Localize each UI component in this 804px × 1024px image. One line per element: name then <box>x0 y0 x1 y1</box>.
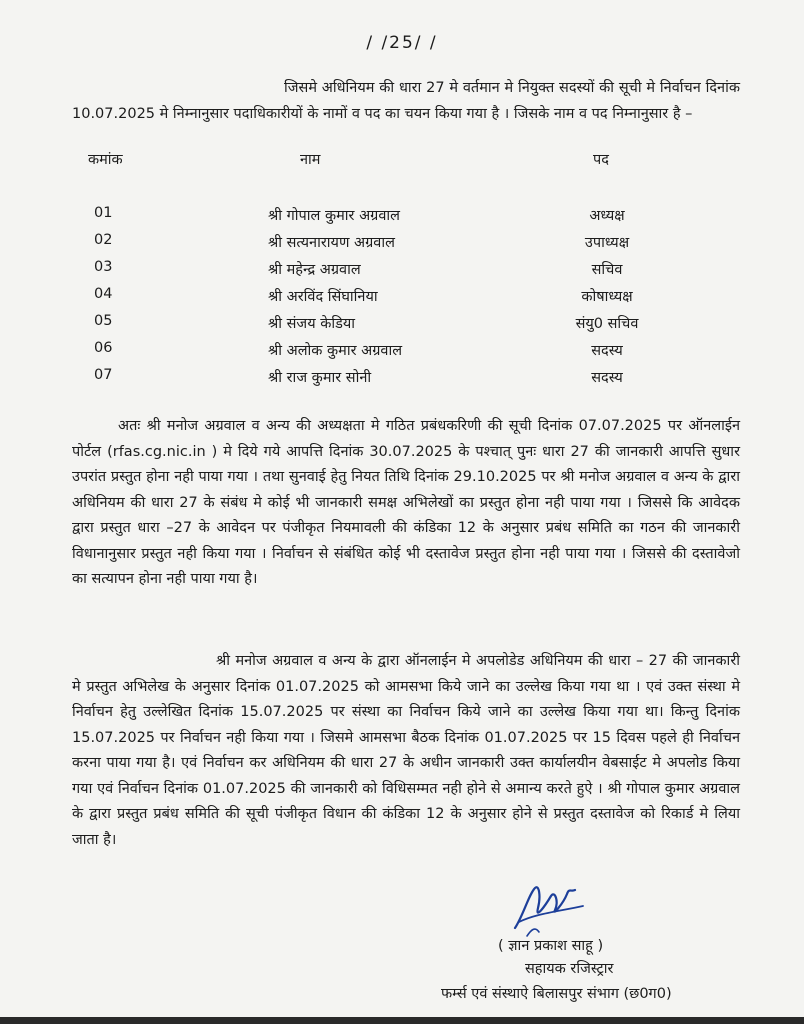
signatory-designation: सहायक रजिस्ट्रार <box>525 961 614 977</box>
row-number: 03 <box>94 259 113 275</box>
intro-paragraph: जिसमे अधिनियम की धारा 27 मे वर्तमान मे नियुक्त सदस्यों की सूची मे निर्वाचन दिनांक 10.07.2025 मे निम्नानुसार पदाधिकारीयों के नामों व पद का चयन किया गया है । जिसके नाम व पद निम्नानुसार है – <box>72 80 740 122</box>
body-paragraph-decision: श्री मनोज अग्रवाल व अन्य के द्वारा ऑनलाईन मे अपलोडेड अधिनियम की धारा – 27 की जानकारी मे प्रस्तुत अभिलेख के अनुसार दिनांक 01.07.2025 को आमसभा किये जाने का उल्लेख किया गया था । एवं उक्त संस्था मे निर्वाचन हेतु उल्लेखित दिनांक 15.07.2025 पर संस्था का निर्वाचन किये जाने का उल्लेख किया गया था। किन्तु दिनांक 15.07.2025 पर निर्वाचन नही किया गया । जिसमे आमसभा बैठक दिनांक 01.07.2025 पर 15 दिवस पहले ही निर्वाचन करना पाया गया है। एवं निर्वाचन कर अधिनियम की धारा 27 के अधीन जानकारी उक्त कार्यालयीन वेबसाईट मे अपलोड किया गया एवं निर्वाचन दिनांक 01.07.2025 की जानकारी को विधिसम्मत नही होने से अमान्य करते हुऐ । श्री गोपाल कुमार अग्रवाल के द्वारा प्रस्तुत प्रबंध समिति की सूची पंजीकृत विधान की कंडिका 12 के अनुसार होने से प्रस्तुत दस्तावेज को रिकार्ड मे लिया जाता है। <box>72 653 740 848</box>
row-name: श्री गोपाल कुमार अग्रवाल <box>268 208 400 224</box>
row-number: 02 <box>94 232 113 248</box>
body-paragraph-objection: अतः श्री मनोज अग्रवाल व अन्य की अध्यक्षता मे गठित प्रबंधकरिणी की सूची दिनांक 07.07.2025 पर ऑनलाईन पोर्टल (rfas.cg.nic.in ) मे दिये गये आपत्ति दिनांक 30.07.2025 के पश्चात् पुनः धारा 27 की जानकारी आपत्ति सुधार उपरांत प्रस्तुत होना नही पाया गया । तथा सुनवाई हेतु नियत तिथि दिनांक 29.10.2025 पर श्री मनोज अग्रवाल व अन्य के द्वारा अधिनियम की धारा 27 के संबंध मे कोई भी जानकारी समक्ष अभिलेखों का प्रस्तुत होना नही पाया गया । जिससे कि आवेदक द्वारा प्रस्तुत धारा –27 के आवेदन पर पंजीकृत नियमावली की कंडिका 12 के अनुसार प्रबंध समिति का गठन की जानकारी विधानानुसार प्रस्तुत नही किया गया । निर्वाचन से संबंधित कोई भी दस्तावेज प्रस्तुत होना नही पाया गया । जिससे की दस्तावेजो का सत्यापन होना नही पाया गया है। <box>72 418 740 587</box>
table-header-number: कमांक <box>88 152 123 168</box>
table-row <box>0 340 804 366</box>
table-header-post: पद <box>593 152 609 168</box>
row-name: श्री सत्यनारायण अग्रवाल <box>268 235 395 251</box>
row-name: श्री अरविंद सिंघानिया <box>268 289 378 305</box>
row-post: अध्यक्ष <box>589 208 625 224</box>
scan-bottom-edge <box>0 1017 804 1024</box>
table-row <box>0 259 804 285</box>
row-number: 05 <box>94 313 113 329</box>
row-post: सदस्य <box>591 370 623 386</box>
page-number: / /25/ / <box>366 33 438 53</box>
row-number: 04 <box>94 286 113 302</box>
table-row <box>0 205 804 231</box>
signatory-office: फर्म्स एवं संस्थाऐ बिलासपुर संभाग (छ0ग0) <box>441 986 672 1002</box>
row-post: सचिव <box>591 262 623 278</box>
row-name: श्री अलोक कुमार अग्रवाल <box>268 343 403 359</box>
row-post: कोषाध्यक्ष <box>581 289 633 305</box>
table-header-name: नाम <box>300 152 321 168</box>
row-post: संयु0 सचिव <box>575 316 639 332</box>
row-post: सदस्य <box>591 343 623 359</box>
table-row <box>0 313 804 339</box>
row-number: 07 <box>94 367 113 383</box>
table-row <box>0 286 804 312</box>
row-name: श्री महेन्द्र अग्रवाल <box>268 262 361 278</box>
table-row <box>0 367 804 393</box>
row-number: 06 <box>94 340 113 356</box>
row-name: श्री राज कुमार सोनी <box>268 370 372 386</box>
row-name: श्री संजय केडिया <box>268 316 356 332</box>
table-row <box>0 232 804 258</box>
row-post: उपाध्यक्ष <box>584 235 630 251</box>
signatory-name: ( ज्ञान प्रकाश साहू ) <box>498 938 604 954</box>
row-number: 01 <box>94 205 113 221</box>
